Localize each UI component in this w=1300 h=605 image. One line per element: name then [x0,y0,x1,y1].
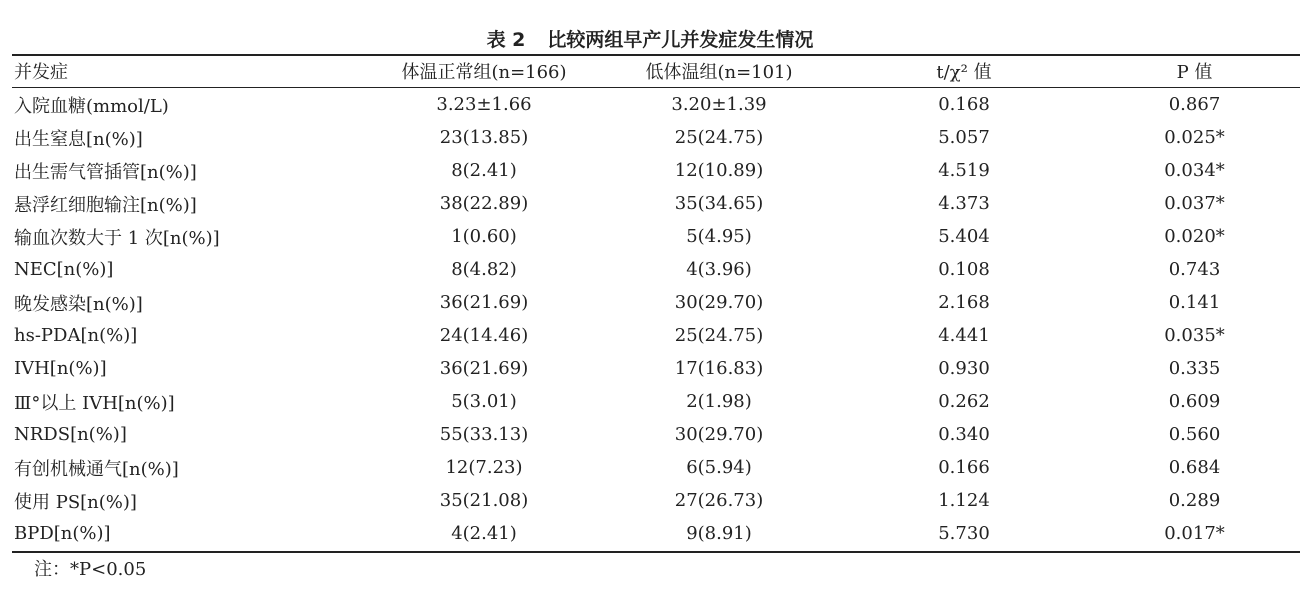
table-row [12,517,1300,550]
cell-low-temp: 6(5.94) [686,457,752,478]
cell-statistic: 2.168 [938,292,990,313]
cell-p-value: 0.025* [1164,127,1225,148]
cell-normal-temp: 23(13.85) [439,127,529,148]
cell-complication: hs-PDA[n(%)] [14,325,138,346]
cell-p-value: 0.141 [1168,292,1221,313]
table-row [12,418,1300,451]
cell-p-value: 0.035* [1164,325,1225,346]
cell-statistic: 5.730 [938,523,990,544]
cell-statistic: 4.441 [938,325,990,346]
cell-low-temp: 3.20±1.39 [671,94,767,115]
cell-low-temp: 30(29.70) [674,424,764,445]
table-row [12,154,1300,187]
table-row [12,451,1300,484]
cell-low-temp: 17(16.83) [674,358,764,379]
cell-statistic: 4.519 [938,160,990,181]
cell-low-temp: 30(29.70) [674,292,764,313]
cell-p-value: 0.335 [1168,358,1221,379]
table-row [12,319,1300,352]
cell-statistic: 5.404 [938,226,990,247]
cell-normal-temp: 36(21.69) [439,358,529,379]
cell-normal-temp: 38(22.89) [439,193,529,214]
cell-statistic: 0.108 [938,259,990,280]
cell-statistic: 0.930 [938,358,990,379]
cell-p-value: 0.034* [1164,160,1225,181]
cell-normal-temp: 1(0.60) [451,226,517,247]
cell-normal-temp: 12(7.23) [445,457,523,478]
cell-statistic: 0.340 [938,424,990,445]
cell-complication: IVH[n(%)] [14,358,107,379]
cell-normal-temp: 4(2.41) [451,523,517,544]
complications-table [12,55,1300,550]
cell-low-temp: 25(24.75) [674,325,764,346]
table-row [12,385,1300,418]
table-footnote: 注：*P<0.05 [34,559,147,580]
cell-normal-temp: 24(14.46) [439,325,529,346]
cell-statistic: 5.057 [938,127,990,148]
cell-normal-temp: 55(33.13) [439,424,529,445]
table-row [12,253,1300,286]
table-row [12,484,1300,517]
cell-low-temp: 25(24.75) [674,127,764,148]
cell-p-value: 0.017* [1164,523,1225,544]
cell-complication: 输血次数大于 1 次[n(%)] [14,227,220,249]
cell-complication: 出生需气管插管[n(%)] [14,161,197,183]
cell-complication: 入院血糖(mmol/L) [14,95,169,117]
table-number: 表 2 [486,29,526,51]
cell-p-value: 0.609 [1168,391,1221,412]
cell-low-temp: 2(1.98) [686,391,752,412]
cell-normal-temp: 5(3.01) [451,391,517,412]
table-row [12,220,1300,253]
cell-complication: 出生窒息[n(%)] [14,128,143,150]
cell-complication: 晚发感染[n(%)] [14,293,143,315]
cell-p-value: 0.684 [1168,457,1221,478]
cell-statistic: 1.124 [938,490,990,511]
table-row [12,187,1300,220]
cell-statistic: 0.168 [938,94,990,115]
cell-low-temp: 35(34.65) [674,193,764,214]
cell-complication: 有创机械通气[n(%)] [14,458,179,480]
header-complication: 并发症 [14,62,68,83]
cell-low-temp: 5(4.95) [686,226,752,247]
header-low-temp-group: 低体温组(n=101) [645,62,793,83]
cell-complication: NRDS[n(%)] [14,424,127,445]
cell-low-temp: 27(26.73) [674,490,764,511]
cell-complication: Ⅲ°以上 IVH[n(%)] [14,392,175,414]
cell-low-temp: 12(10.89) [674,160,764,181]
header-normal-temp-group: 体温正常组(n=166) [401,62,567,83]
cell-normal-temp: 3.23±1.66 [436,94,532,115]
cell-complication: 使用 PS[n(%)] [14,491,137,513]
cell-statistic: 0.166 [938,457,990,478]
cell-statistic: 0.262 [938,391,990,412]
cell-statistic: 4.373 [938,193,990,214]
table-header-row [12,55,1300,87]
cell-normal-temp: 8(2.41) [451,160,517,181]
cell-low-temp: 4(3.96) [686,259,752,280]
cell-normal-temp: 8(4.82) [451,259,517,280]
cell-low-temp: 9(8.91) [686,523,752,544]
cell-normal-temp: 36(21.69) [439,292,529,313]
table-caption: 比较两组早产儿并发症发生情况 [547,29,814,51]
table-row [12,352,1300,385]
cell-p-value: 0.560 [1168,424,1221,445]
cell-p-value: 0.867 [1168,94,1221,115]
cell-complication: BPD[n(%)] [14,523,111,544]
cell-p-value: 0.743 [1168,259,1221,280]
cell-p-value: 0.289 [1168,490,1221,511]
table-row [12,87,1300,121]
cell-p-value: 0.020* [1164,226,1225,247]
cell-complication: NEC[n(%)] [14,259,114,280]
table-title [0,26,1300,54]
header-test-statistic: t/χ² 值 [936,62,992,83]
cell-normal-temp: 35(21.08) [439,490,529,511]
table-bottom-rule [12,551,1300,553]
header-p-value: P 值 [1176,62,1213,83]
table-row [12,121,1300,154]
cell-complication: 悬浮红细胞输注[n(%)] [14,194,197,216]
cell-p-value: 0.037* [1164,193,1225,214]
table-row [12,286,1300,319]
